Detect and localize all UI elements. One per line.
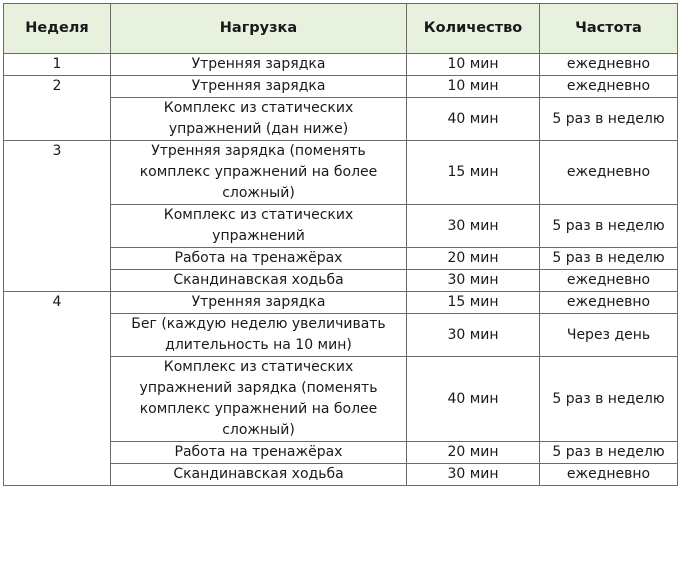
table-row [4,76,678,98]
week-cell: 1 [4,54,111,76]
header-load: Нагрузка [111,4,407,54]
frequency-cell: ежедневно [540,54,678,76]
header-amount: Количество [407,4,540,54]
load-cell: Комплекс из статических упражнений зарядка (поменять комплекс упражнений на более сложный) [111,357,407,442]
table-body [4,54,678,486]
header-week: Неделя [4,4,111,54]
training-plan-table [3,3,678,486]
frequency-cell: 5 раз в неделю [540,98,678,141]
frequency-cell: 5 раз в неделю [540,205,678,248]
amount-cell: 30 мин [407,464,540,486]
amount-cell: 20 мин [407,442,540,464]
load-cell: Комплекс из статических упражнений [111,205,407,248]
amount-cell: 40 мин [407,357,540,442]
load-cell: Скандинавская ходьба [111,270,407,292]
frequency-cell: ежедневно [540,141,678,205]
load-cell: Комплекс из статических упражнений (дан ниже) [111,98,407,141]
header-row [4,4,678,54]
load-cell: Утренняя зарядка [111,54,407,76]
week-cell: 4 [4,292,111,486]
load-cell: Бег (каждую неделю увеличивать длительность на 10 мин) [111,314,407,357]
table-header [4,4,678,54]
load-cell: Утренняя зарядка [111,292,407,314]
load-cell: Работа на тренажёрах [111,442,407,464]
amount-cell: 10 мин [407,76,540,98]
amount-cell: 20 мин [407,248,540,270]
frequency-cell: Через день [540,314,678,357]
week-cell: 3 [4,141,111,292]
amount-cell: 30 мин [407,314,540,357]
frequency-cell: 5 раз в неделю [540,248,678,270]
frequency-cell: 5 раз в неделю [540,442,678,464]
frequency-cell: ежедневно [540,270,678,292]
load-cell: Утренняя зарядка (поменять комплекс упражнений на более сложный) [111,141,407,205]
frequency-cell: ежедневно [540,292,678,314]
amount-cell: 30 мин [407,205,540,248]
amount-cell: 40 мин [407,98,540,141]
load-cell: Утренняя зарядка [111,76,407,98]
load-cell: Работа на тренажёрах [111,248,407,270]
amount-cell: 15 мин [407,141,540,205]
week-cell: 2 [4,76,111,141]
table-row [4,292,678,314]
frequency-cell: ежедневно [540,76,678,98]
amount-cell: 10 мин [407,54,540,76]
amount-cell: 15 мин [407,292,540,314]
frequency-cell: ежедневно [540,464,678,486]
table-row [4,141,678,205]
amount-cell: 30 мин [407,270,540,292]
table-row [4,54,678,76]
load-cell: Скандинавская ходьба [111,464,407,486]
header-frequency: Частота [540,4,678,54]
frequency-cell: 5 раз в неделю [540,357,678,442]
